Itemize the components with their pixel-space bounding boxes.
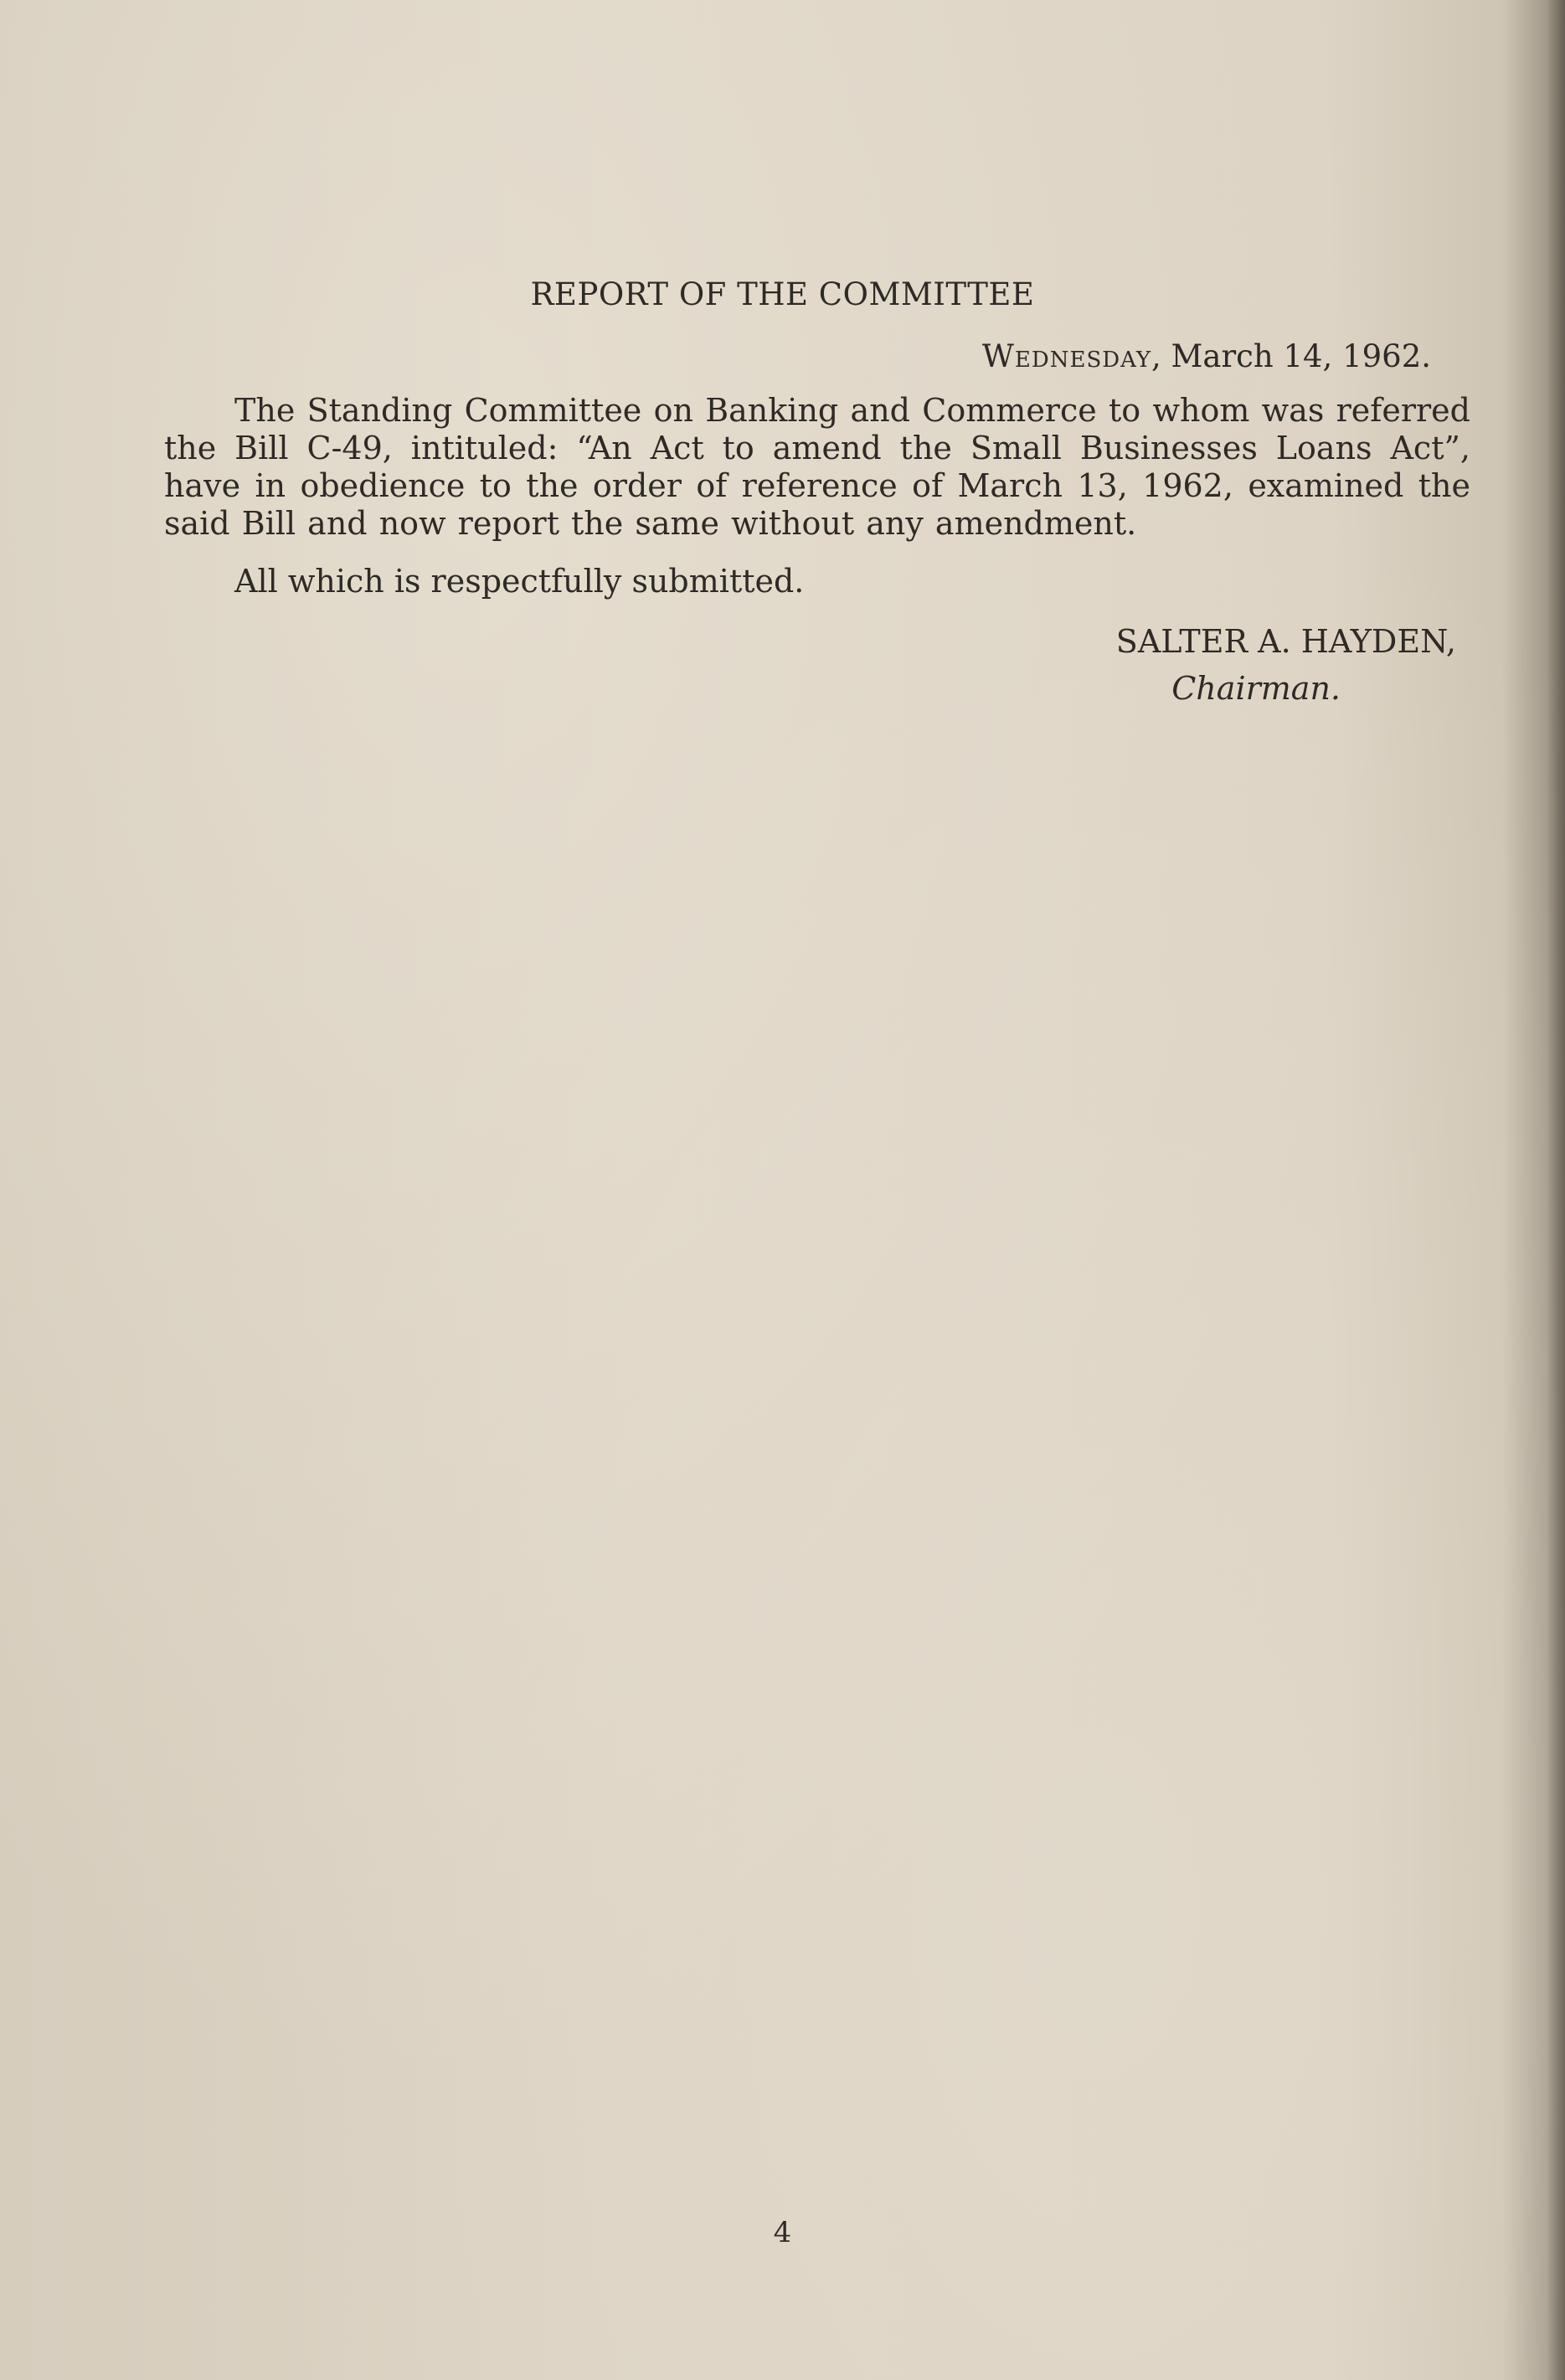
signer-title: Chairman. [1171,670,1341,707]
report-weekday: Wednesday [981,338,1151,374]
signer-name: SALTER A. HAYDEN, [1115,623,1456,660]
report-date-text: , March 14, 1962. [1151,338,1431,374]
closing-statement: All which is respectfully submitted. [234,563,805,600]
report-date [982,338,1431,374]
page-number: 4 [773,2216,792,2249]
page-edge-shadow [1547,0,1565,2380]
report-body: The Standing Committee on Banking and Commerce to whom was referred the Bill C-49, intituled: “An Act to amend the Small Businesses Loans Act”, have in obedience to the order of reference of March 13, 1962, examined the said Bill and now report the same without any amendment. [164,392,1470,542]
report-title: REPORT OF THE COMMITTEE [530,276,1035,312]
